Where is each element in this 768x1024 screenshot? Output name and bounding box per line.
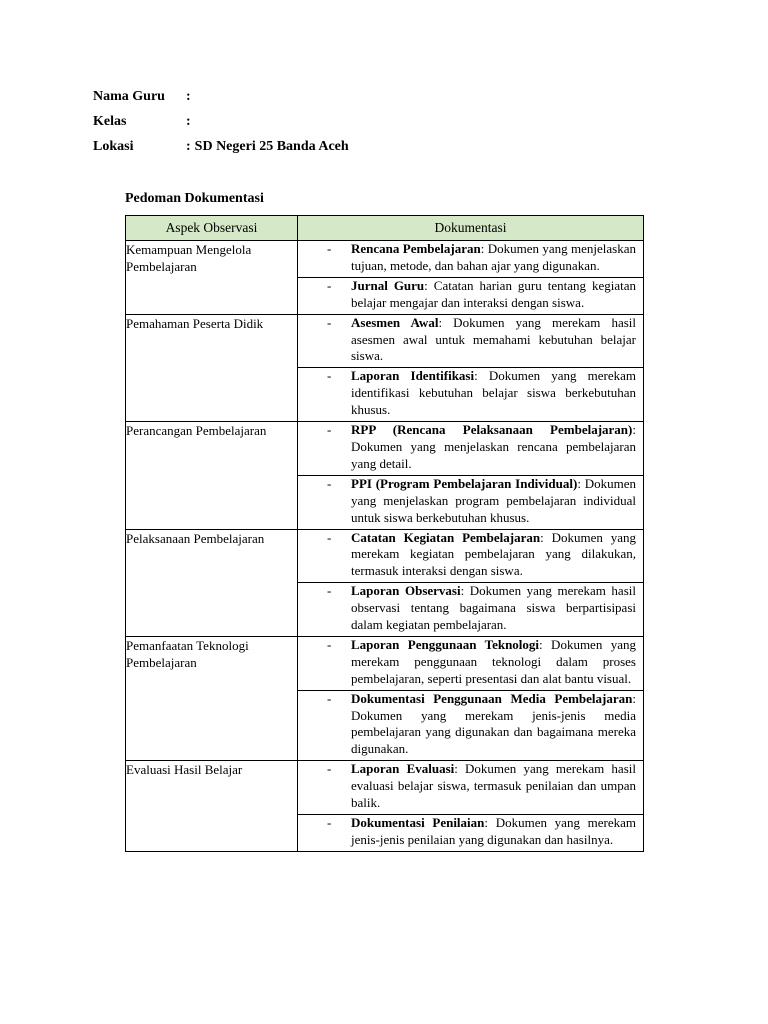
doc-sep: : <box>460 583 465 599</box>
doc-desc: Dokumen yang merekam kegiatan pembelajaran yang dilakukan, termasuk interaksi dengan siswa. <box>351 529 637 579</box>
aspect-cell: Pemahaman Peserta Didik <box>126 314 298 421</box>
doc-desc: Dokumen yang merekam penggunaan teknologi dalam proses pembelajaran, seperti presentasi dan alat bantu visual. <box>351 636 636 686</box>
dash-marker: - <box>327 368 332 384</box>
doc-cell <box>298 277 644 314</box>
observation-table <box>125 215 644 852</box>
doc-sep: : <box>632 690 636 706</box>
doc-title: Asesmen Awal <box>351 314 439 330</box>
dash-marker: - <box>327 761 332 777</box>
doc-title: PPI (Program Pembelajaran Individual) <box>351 475 578 491</box>
doc-title: Dokumentasi Penggunaan Media Pembelajaran <box>351 690 633 706</box>
dash-marker: - <box>327 277 332 293</box>
field-label: Kelas <box>93 114 127 129</box>
doc-desc: Dokumen yang merekam hasil asesmen awal untuk memahami kebutuhan belajar siswa. <box>351 314 636 364</box>
doc-title: Laporan Penggunaan Teknologi <box>351 636 540 652</box>
aspect-cell: Kemampuan Mengelola Pembelajaran <box>126 241 298 315</box>
header-aspek: Aspek Observasi <box>126 216 298 241</box>
doc-cell <box>298 314 644 368</box>
table-row <box>126 636 644 690</box>
doc-sep: : <box>484 815 489 830</box>
doc-cell <box>298 690 644 761</box>
doc-cell <box>298 241 644 278</box>
dash-marker: - <box>327 475 332 491</box>
doc-desc: Catatan harian guru tentang kegiatan belajar mengajar dan interaksi dengan siswa. <box>351 277 637 310</box>
doc-cell <box>298 636 644 690</box>
field-label: Lokasi <box>93 139 134 154</box>
doc-cell <box>298 475 644 529</box>
doc-cell <box>298 583 644 637</box>
dash-marker: - <box>327 529 332 545</box>
aspect-cell: Evaluasi Hasil Belajar <box>126 761 298 852</box>
table-row <box>126 241 644 278</box>
doc-title: RPP (Rencana Pelaksanaan Pembelajaran) <box>351 422 633 438</box>
table-row <box>126 761 644 815</box>
doc-desc: Dokumen yang merekam jenis-jenis penilaian yang digunakan dan hasilnya. <box>351 815 637 847</box>
dash-marker: - <box>327 422 332 438</box>
doc-title: Dokumentasi Penilaian <box>351 815 485 830</box>
aspect-cell: Pelaksanaan Pembelajaran <box>126 529 298 636</box>
doc-sep: : <box>540 529 544 545</box>
header-dokumentasi: Dokumentasi <box>298 216 644 241</box>
doc-cell <box>298 815 644 852</box>
table-row <box>126 422 644 476</box>
doc-desc: Dokumen yang menjelaskan rencana pembelajaran yang detail. <box>351 438 636 471</box>
dash-marker: - <box>327 815 332 830</box>
aspect-cell: Pemanfaatan Teknologi Pembelajaran <box>126 636 298 760</box>
field-label: Nama Guru <box>93 89 165 104</box>
doc-title: Rencana Pembelajaran <box>351 241 481 256</box>
dash-marker: - <box>327 636 332 652</box>
doc-title: Laporan Observasi <box>351 583 461 599</box>
table-row <box>126 529 644 583</box>
doc-sep: : <box>539 636 543 652</box>
field-colon: : <box>186 114 191 129</box>
doc-sep: : <box>454 761 458 777</box>
doc-sep: : <box>480 241 485 256</box>
dash-marker: - <box>327 241 332 256</box>
doc-cell <box>298 422 644 476</box>
aspect-cell: Perancangan Pembelajaran <box>126 422 298 529</box>
field-colon: : <box>186 89 191 104</box>
doc-title: Laporan Evaluasi <box>351 761 455 777</box>
doc-sep: : <box>424 277 428 293</box>
table-row <box>126 314 644 368</box>
doc-title: Jurnal Guru <box>351 277 425 293</box>
doc-cell <box>298 529 644 583</box>
table-header-row <box>126 216 644 241</box>
doc-title: Laporan Identifikasi <box>351 368 475 384</box>
section-title: Pedoman Dokumentasi <box>125 191 264 206</box>
doc-sep: : <box>438 314 443 330</box>
doc-cell <box>298 368 644 422</box>
doc-desc: Dokumen yang merekam hasil evaluasi belajar siswa, termasuk penilaian dan umpan balik. <box>351 761 636 811</box>
dash-marker: - <box>327 583 332 599</box>
dash-marker: - <box>327 314 332 330</box>
field-colon: : <box>186 139 191 154</box>
doc-cell <box>298 761 644 815</box>
doc-title: Catatan Kegiatan Pembelajaran <box>351 529 541 545</box>
doc-desc: Dokumen yang merekam jenis-jenis media pembelajaran yang digunakan dan bagaimana mereka digunakan. <box>351 707 636 757</box>
doc-desc: Dokumen yang menjelaskan program pembelajaran individual untuk siswa berkebutuhan khusus. <box>351 475 636 525</box>
dash-marker: - <box>327 690 332 706</box>
field-value: SD Negeri 25 Banda Aceh <box>194 139 349 154</box>
doc-sep: : <box>577 475 581 491</box>
doc-sep: : <box>474 368 478 384</box>
doc-sep: : <box>632 422 636 438</box>
doc-desc: Dokumen yang merekam hasil observasi tentang bagaimana siswa berpartisipasi dalam kegiatan pembelajaran. <box>351 583 636 633</box>
doc-desc: Dokumen yang merekam identifikasi kebutuhan belajar siswa berkebutuhan khusus. <box>351 368 636 418</box>
doc-desc: Dokumen yang menjelaskan tujuan, metode, dan bahan ajar yang digunakan. <box>351 241 637 273</box>
